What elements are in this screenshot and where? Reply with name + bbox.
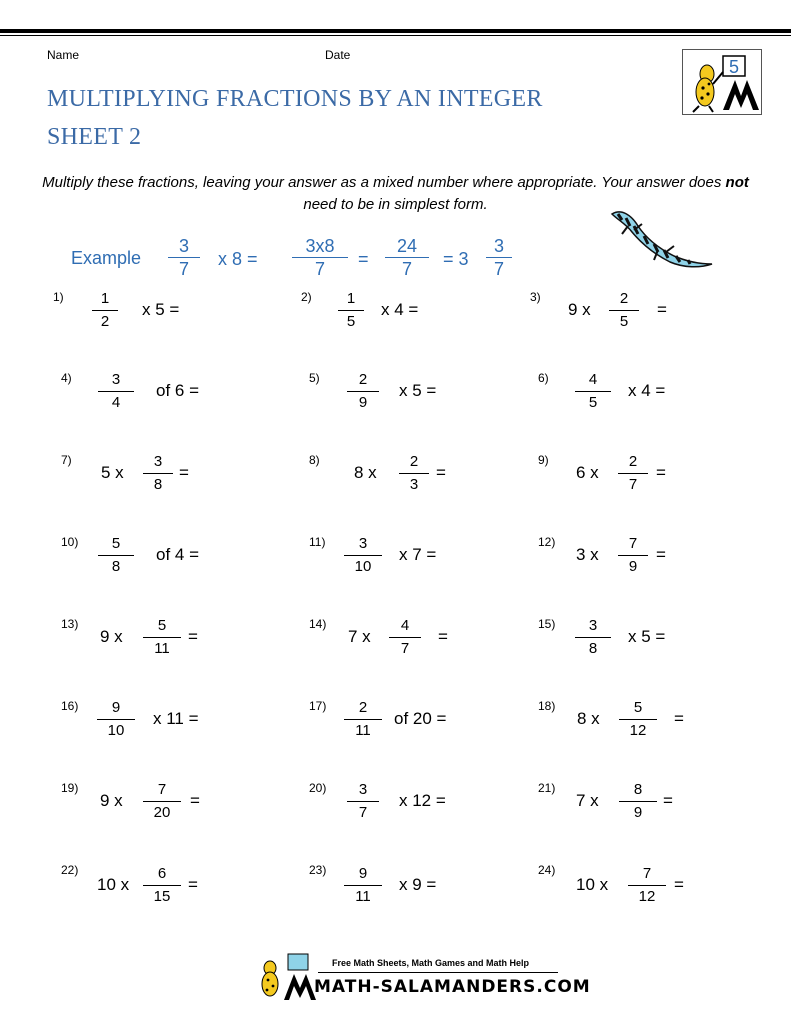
problem-operation: x 12 = — [399, 791, 446, 810]
problem-multiplier: 7 x — [576, 791, 599, 810]
date-label: Date — [325, 48, 351, 62]
problem-fraction: 7 12 — [628, 864, 666, 907]
problem-multiplier: 9 x — [568, 300, 591, 319]
top-rule-thin — [0, 35, 791, 36]
example-equals-2: = 3 — [443, 249, 469, 269]
problem-fraction: 2 7 — [618, 452, 648, 495]
problem-fraction: 2 5 — [609, 289, 639, 332]
problem-fraction: 9 11 — [344, 864, 382, 907]
page-title: MULTIPLYING FRACTIONS BY AN INTEGER — [47, 86, 543, 112]
example-label: Example — [71, 248, 142, 268]
example-times: x 8 = — [218, 249, 258, 269]
example-fraction-4: 3 7 — [486, 236, 512, 279]
problem-operation: = — [190, 791, 200, 810]
problem-number: 6) — [538, 371, 549, 385]
problem-number: 19) — [61, 781, 79, 795]
problem-operation: of 4 = — [156, 545, 200, 564]
problem-number: 4) — [61, 371, 72, 385]
problem-fraction: 5 8 — [98, 534, 134, 577]
problem-number: 24) — [538, 863, 556, 877]
problem-number: 23) — [309, 863, 327, 877]
problem-operation: = — [436, 463, 446, 482]
problem-multiplier: 3 x — [576, 545, 599, 564]
problem-operation: = — [188, 875, 198, 894]
problem-operation: x 5 = — [628, 627, 666, 646]
problem-fraction: 7 9 — [618, 534, 648, 577]
problem-fraction: 6 15 — [143, 864, 181, 907]
problem-fraction: 3 8 — [143, 452, 173, 495]
problem-multiplier: 5 x — [101, 463, 124, 482]
problem-number: 8) — [309, 453, 320, 467]
problem-multiplier: 9 x — [100, 791, 123, 810]
problem-fraction: 4 7 — [389, 616, 421, 659]
salamander-icon — [604, 204, 716, 270]
problem-fraction: 2 11 — [344, 698, 382, 741]
problem-number: 22) — [61, 863, 79, 877]
problem-operation: of 6 = — [156, 381, 200, 400]
problem-fraction: 8 9 — [619, 780, 657, 823]
page-subtitle: SHEET 2 — [47, 124, 142, 150]
problem-operation: = — [674, 709, 684, 728]
problem-number: 1) — [53, 290, 64, 304]
problem-number: 10) — [61, 535, 79, 549]
problem-fraction: 4 5 — [575, 370, 611, 413]
problem-fraction: 3 7 — [347, 780, 379, 823]
problem-number: 11) — [309, 535, 326, 549]
problem-operation: x 9 = — [399, 875, 437, 894]
problem-fraction: 2 3 — [399, 452, 429, 495]
example-fraction-3: 24 7 — [385, 236, 429, 279]
problem-fraction: 9 10 — [97, 698, 135, 741]
problem-fraction: 3 8 — [575, 616, 611, 659]
problem-operation: of 20 = — [394, 709, 447, 728]
problem-operation: = — [663, 791, 673, 810]
problem-multiplier: 8 x — [354, 463, 377, 482]
problem-fraction: 1 2 — [92, 289, 118, 332]
salamander-logo-icon — [683, 50, 761, 114]
example-fraction-2: 3x8 7 — [292, 236, 348, 279]
problem-multiplier: 6 x — [576, 463, 599, 482]
problem-multiplier: 9 x — [100, 627, 123, 646]
problem-number: 18) — [538, 699, 556, 713]
problem-multiplier: 7 x — [348, 627, 371, 646]
problem-fraction: 3 10 — [344, 534, 382, 577]
example-fraction-1: 3 7 — [168, 236, 200, 279]
problem-fraction: 5 12 — [619, 698, 657, 741]
problem-operation: x 4 = — [628, 381, 666, 400]
grade-logo — [682, 49, 762, 115]
footer-tagline: Free Math Sheets, Math Games and Math Help — [332, 958, 530, 968]
problem-number: 15) — [538, 617, 556, 631]
problem-number: 12) — [538, 535, 556, 549]
problem-number: 9) — [538, 453, 549, 467]
problem-operation: x 7 = — [399, 545, 437, 564]
problem-operation: = — [188, 627, 198, 646]
top-rule-thick — [0, 29, 791, 33]
footer-brand: MATH-SALAMANDERS.COM — [314, 977, 591, 997]
problem-operation: = — [438, 627, 448, 646]
problem-number: 16) — [61, 699, 79, 713]
problem-operation: = — [656, 545, 666, 564]
instructions: Multiply these fractions, leaving your answer as a mixed number where appropriate. Your answer does not need to be in simplest form. — [42, 174, 749, 213]
problem-number: 13) — [61, 617, 79, 631]
problem-operation: = — [656, 463, 666, 482]
footer-salamander-logo-icon — [258, 952, 318, 1002]
problem-fraction: 7 20 — [143, 780, 181, 823]
problem-fraction: 2 9 — [347, 370, 379, 413]
name-label: Name — [47, 48, 80, 62]
grade-number: 5 — [728, 57, 740, 77]
problem-multiplier: 8 x — [577, 709, 600, 728]
problem-fraction: 3 4 — [98, 370, 134, 413]
problem-number: 14) — [309, 617, 327, 631]
problem-operation: x 5 = — [142, 300, 180, 319]
problem-number: 7) — [61, 453, 72, 467]
footer-divider — [318, 972, 558, 973]
problem-operation: = — [179, 463, 189, 482]
problem-multiplier: 10 x — [97, 875, 130, 894]
problem-operation: x 11 = — [153, 709, 199, 728]
problem-number: 21) — [538, 781, 556, 795]
problem-operation: = — [674, 875, 684, 894]
problem-operation: x 5 = — [399, 381, 437, 400]
problem-number: 20) — [309, 781, 327, 795]
problem-fraction: 1 5 — [338, 289, 364, 332]
problem-number: 17) — [309, 699, 327, 713]
example-equals-1: = — [358, 249, 369, 269]
problem-number: 2) — [301, 290, 312, 304]
problem-number: 3) — [530, 290, 541, 304]
problem-operation: = — [657, 300, 667, 319]
problem-operation: x 4 = — [381, 300, 419, 319]
problem-fraction: 5 11 — [143, 616, 181, 659]
problem-multiplier: 10 x — [576, 875, 609, 894]
problem-number: 5) — [309, 371, 320, 385]
